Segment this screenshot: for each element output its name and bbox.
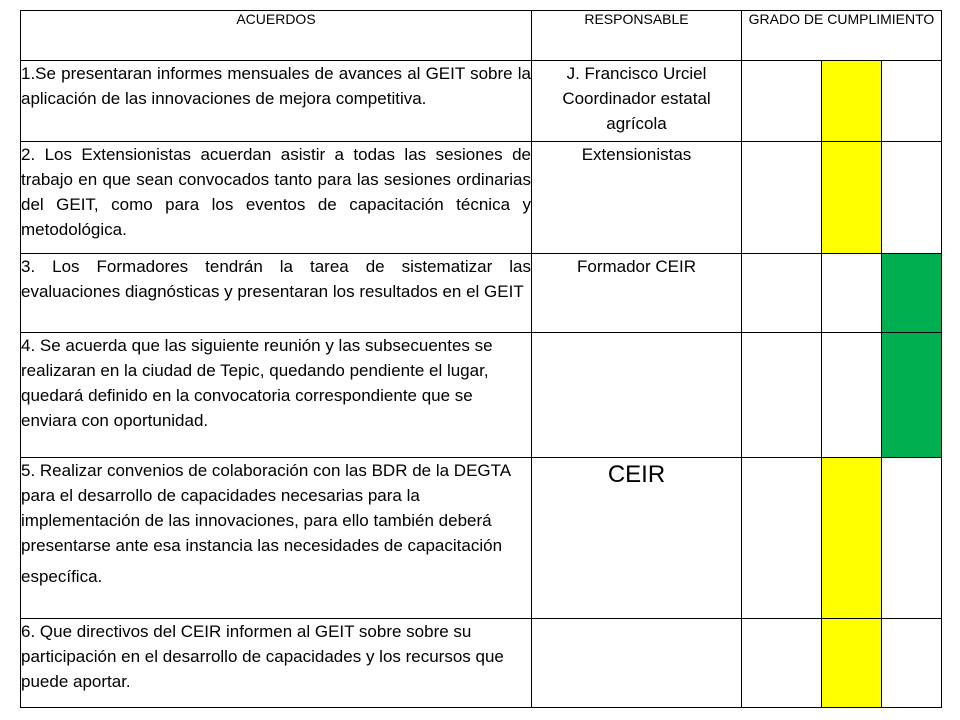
responsible-cell: CEIR bbox=[532, 458, 742, 619]
status-cell-1 bbox=[742, 619, 822, 708]
agreement-text: 1.Se presentaran informes mensuales de avances al GEIT sobre la aplicación de las innovaciones de mejora competitiva. bbox=[21, 61, 532, 142]
agreement-text: 2. Los Extensionistas acuerdan asistir a todas las sesiones de trabajo en que sean convocados tanto para las sesiones ordinarias del GEIT, como para los eventos de capacitación técnica y metodológica. bbox=[21, 142, 532, 254]
status-cell-1 bbox=[742, 458, 822, 619]
status-cell-3 bbox=[882, 619, 942, 708]
table-row bbox=[21, 619, 942, 708]
status-cell-2 bbox=[822, 333, 882, 458]
responsible-cell: Extensionistas bbox=[532, 142, 742, 254]
responsible-cell bbox=[532, 333, 742, 458]
agreement-text-main: 5. Realizar convenios de colaboración con las BDR de la DEGTA para el desarrollo de capacidades necesarias para la implementación de las innovaciones, para ello también deberá presentarse ante esa instancia las necesidades de capacitación bbox=[21, 461, 511, 555]
status-cell-3 bbox=[882, 61, 942, 142]
agreement-text: 3. Los Formadores tendrán la tarea de sistematizar las evaluaciones diagnósticas y presentaran los resultados en el GEIT bbox=[21, 254, 532, 333]
header-responsable: RESPONSABLE bbox=[532, 11, 742, 61]
status-cell-1 bbox=[742, 142, 822, 254]
table-row bbox=[21, 61, 942, 142]
responsible-cell: Formador CEIR bbox=[532, 254, 742, 333]
status-cell-3 bbox=[882, 458, 942, 619]
table-row bbox=[21, 333, 942, 458]
status-cell-complete bbox=[882, 254, 942, 333]
header-acuerdos: ACUERDOS bbox=[21, 11, 532, 61]
status-cell-1 bbox=[742, 333, 822, 458]
agreement-text: 6. Que directivos del CEIR informen al GEIT sobre sobre su participación en el desarrollo de capacidades y los recursos que puede aportar. bbox=[21, 619, 532, 708]
status-cell-partial bbox=[822, 619, 882, 708]
agreement-text: 4. Se acuerda que las siguiente reunión y las subsecuentes se realizaran en la ciudad de Tepic, quedando pendiente el lugar, quedará definido en la convocatoria correspondiente que se enviara con oportunidad. bbox=[21, 333, 532, 458]
table-row bbox=[21, 254, 942, 333]
header-row bbox=[21, 11, 942, 61]
status-cell-partial bbox=[822, 458, 882, 619]
table-row bbox=[21, 458, 942, 619]
header-grado-cumplimiento: GRADO DE CUMPLIMIENTO bbox=[742, 11, 942, 61]
agreement-text bbox=[21, 458, 532, 619]
responsible-cell bbox=[532, 619, 742, 708]
agreement-text-tail: específica. bbox=[21, 567, 103, 586]
responsible-cell: J. Francisco Urciel Coordinador estatal agrícola bbox=[532, 61, 742, 142]
status-cell-partial bbox=[822, 61, 882, 142]
status-cell-2 bbox=[822, 254, 882, 333]
table-row bbox=[21, 142, 942, 254]
status-cell-complete bbox=[882, 333, 942, 458]
agreements-table bbox=[20, 10, 942, 708]
status-cell-1 bbox=[742, 61, 822, 142]
status-cell-partial bbox=[822, 142, 882, 254]
status-cell-3 bbox=[882, 142, 942, 254]
status-cell-1 bbox=[742, 254, 822, 333]
